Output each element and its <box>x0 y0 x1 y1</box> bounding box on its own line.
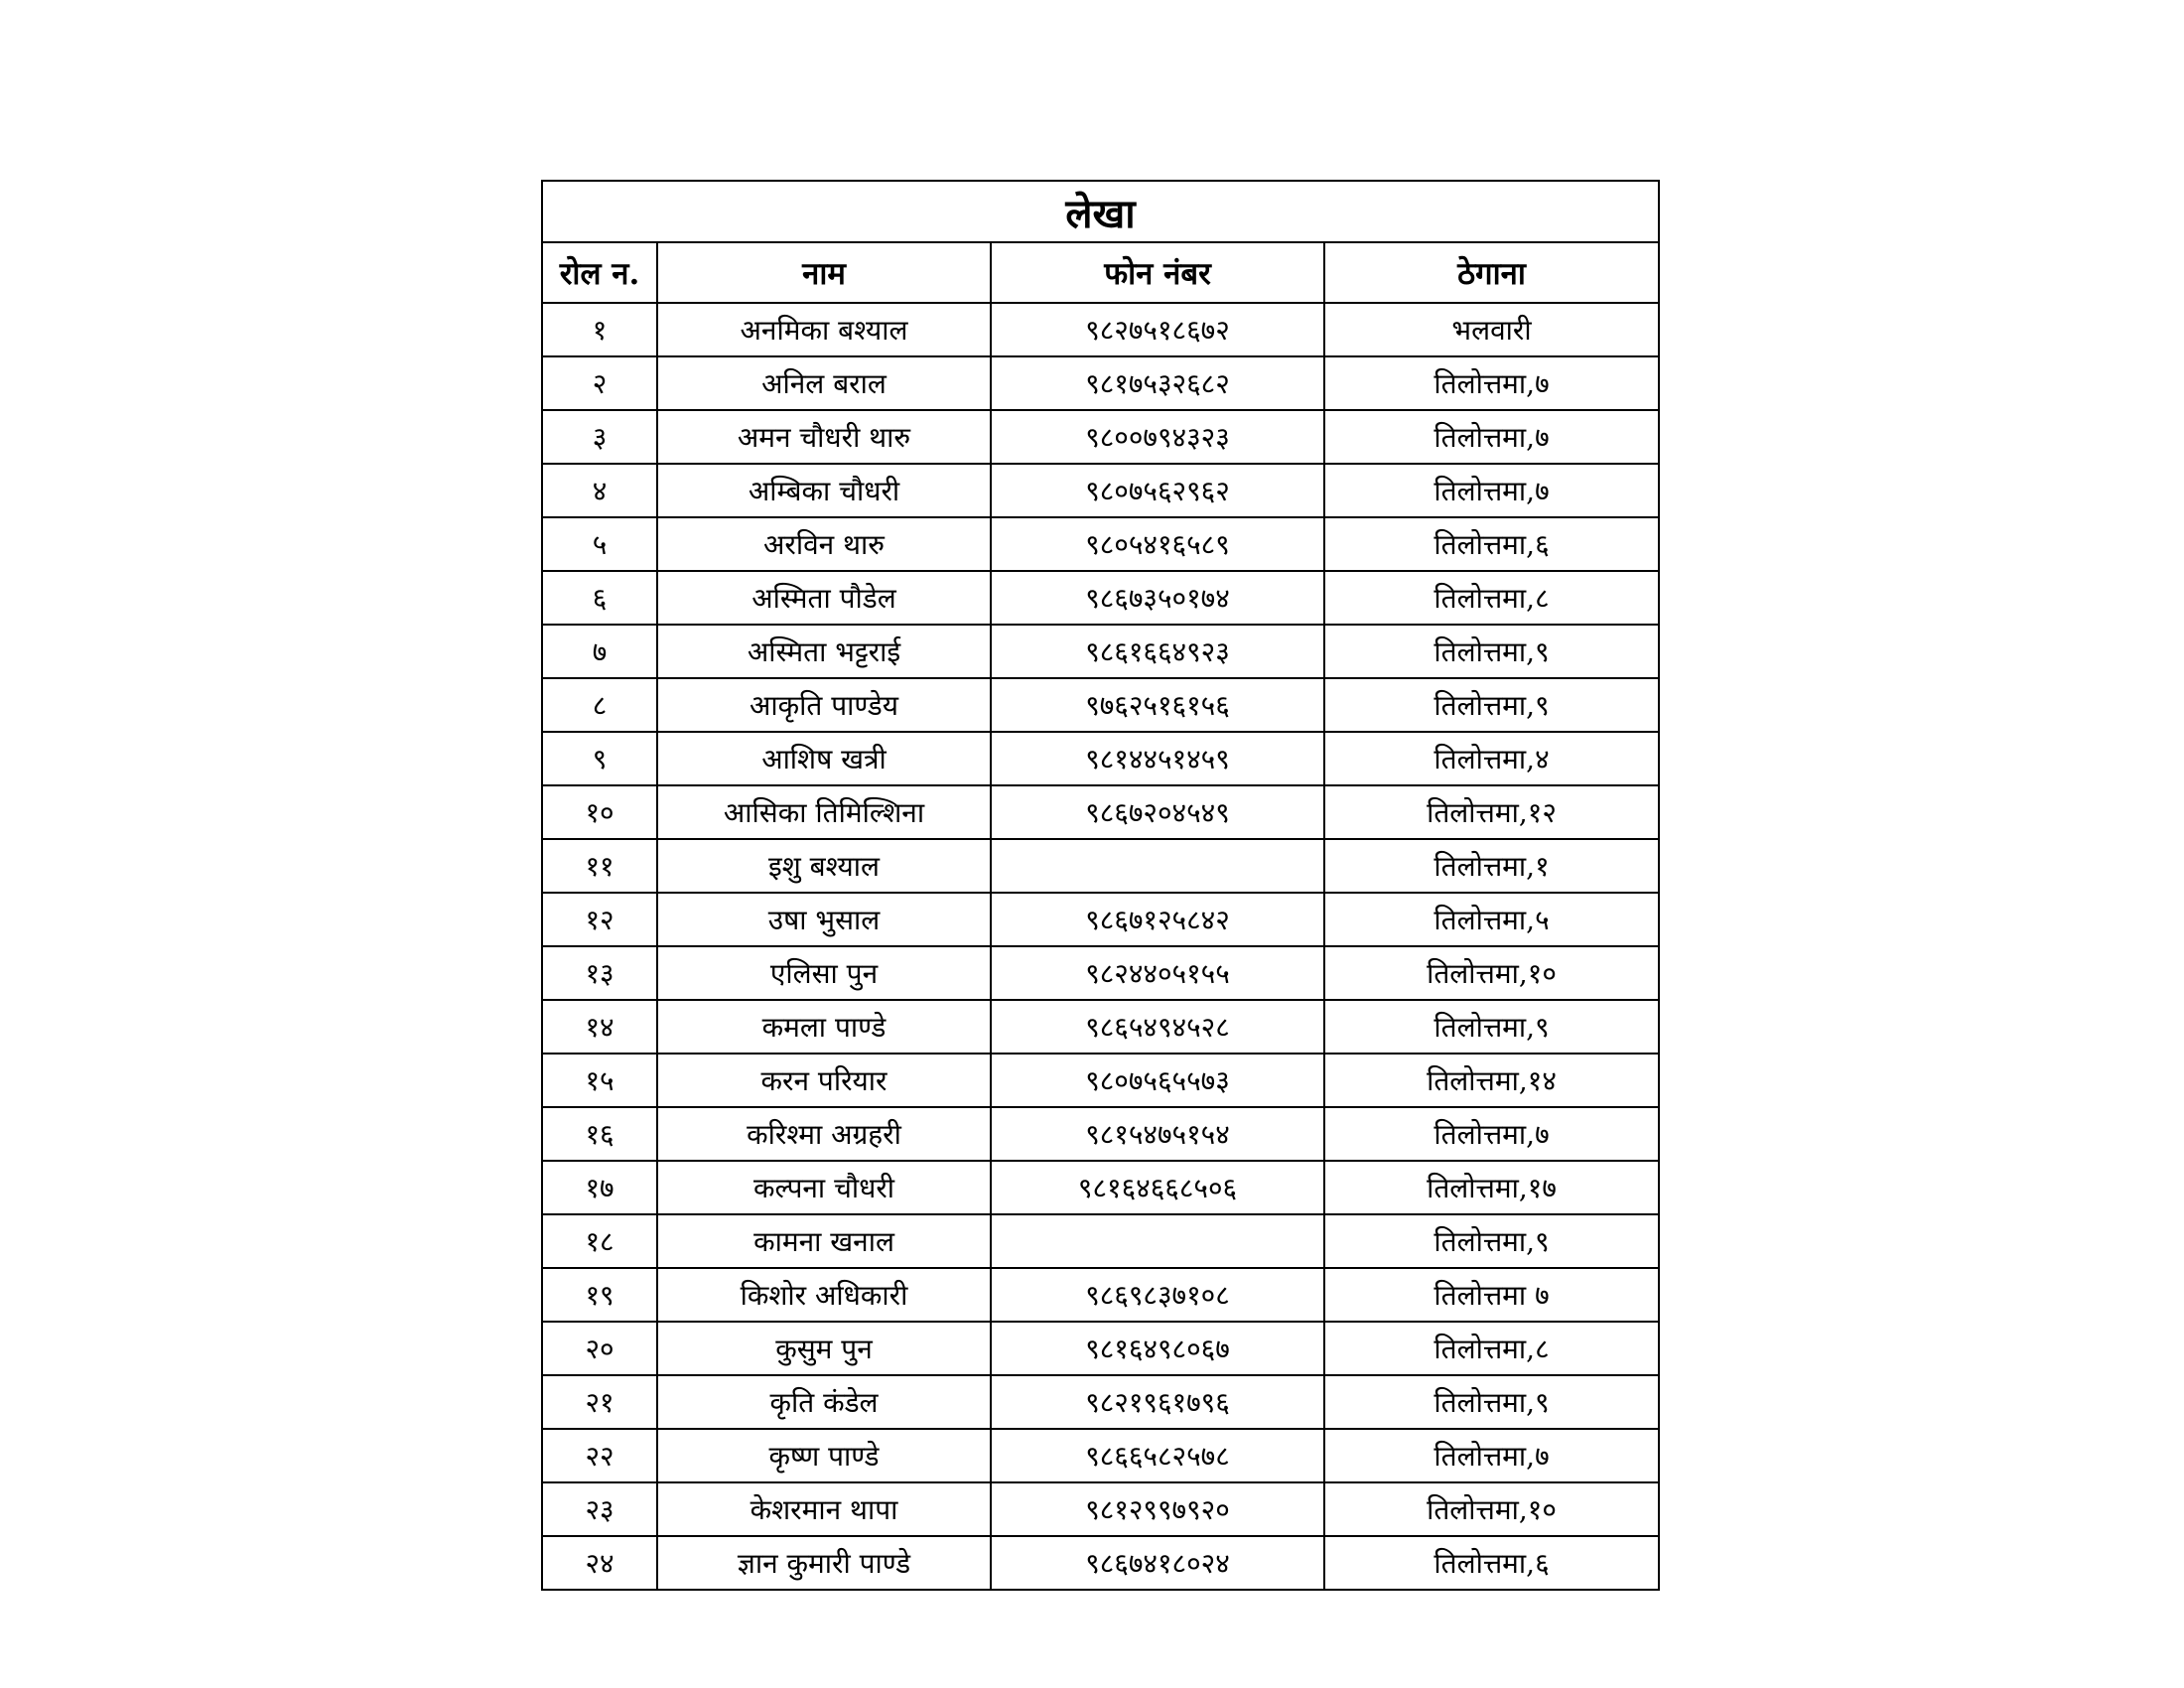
cell-roll: २४ <box>542 1536 657 1590</box>
cell-phone: ९८१६४६६८५०६ <box>991 1161 1324 1214</box>
cell-address: तिलोत्तमा ७ <box>1324 1268 1659 1322</box>
cell-address: तिलोत्तमा,८ <box>1324 1322 1659 1375</box>
cell-phone: ९८०७५६५५७३ <box>991 1054 1324 1107</box>
cell-phone: ९८१६४९८०६७ <box>991 1322 1324 1375</box>
cell-address: तिलोत्तमा,९ <box>1324 1214 1659 1268</box>
cell-roll: २१ <box>542 1375 657 1429</box>
cell-address: तिलोत्तमा,६ <box>1324 517 1659 571</box>
table-row <box>542 893 1659 946</box>
cell-phone: ९८१७५३२६८२ <box>991 356 1324 410</box>
cell-phone: ९८१२९९७९२० <box>991 1482 1324 1536</box>
cell-address: तिलोत्तमा,६ <box>1324 1536 1659 1590</box>
cell-name: आसिका तिमिल्शिना <box>657 785 991 839</box>
cell-roll: १५ <box>542 1054 657 1107</box>
cell-address: तिलोत्तमा,१२ <box>1324 785 1659 839</box>
table-row <box>542 625 1659 678</box>
table-row <box>542 1322 1659 1375</box>
cell-phone: ९८६७२०४५४९ <box>991 785 1324 839</box>
cell-phone: ९८६७४१८०२४ <box>991 1536 1324 1590</box>
cell-name: अस्मिता भट्टराई <box>657 625 991 678</box>
cell-name: किशोर अधिकारी <box>657 1268 991 1322</box>
table-row <box>542 785 1659 839</box>
cell-roll: १ <box>542 303 657 356</box>
cell-address: तिलोत्तमा,९ <box>1324 678 1659 732</box>
cell-roll: १० <box>542 785 657 839</box>
table-title-row <box>542 181 1659 242</box>
cell-roll: १८ <box>542 1214 657 1268</box>
table-row <box>542 1054 1659 1107</box>
cell-phone: ९८०५४१६५८९ <box>991 517 1324 571</box>
cell-address: भलवारी <box>1324 303 1659 356</box>
table-row <box>542 839 1659 893</box>
table-body <box>542 303 1659 1590</box>
cell-roll: ९ <box>542 732 657 785</box>
table-row <box>542 678 1659 732</box>
header-address: ठेगाना <box>1324 242 1659 303</box>
cell-phone: ९८२७५१८६७२ <box>991 303 1324 356</box>
student-roster-table <box>541 180 1660 1591</box>
cell-roll: २ <box>542 356 657 410</box>
table-row <box>542 1000 1659 1054</box>
cell-name: कमला पाण्डे <box>657 1000 991 1054</box>
cell-address: तिलोत्तमा,१७ <box>1324 1161 1659 1214</box>
cell-phone: ९८६५४९४५२८ <box>991 1000 1324 1054</box>
cell-roll: ५ <box>542 517 657 571</box>
cell-address: तिलोत्तमा,७ <box>1324 1107 1659 1161</box>
table-row <box>542 732 1659 785</box>
table-row <box>542 1482 1659 1536</box>
cell-address: तिलोत्तमा,९ <box>1324 1000 1659 1054</box>
cell-address: तिलोत्तमा,१० <box>1324 1482 1659 1536</box>
cell-address: तिलोत्तमा,१ <box>1324 839 1659 893</box>
cell-phone: ९८६७१२५८४२ <box>991 893 1324 946</box>
cell-roll: १३ <box>542 946 657 1000</box>
cell-phone: ९८०७५६२९६२ <box>991 464 1324 517</box>
cell-address: तिलोत्तमा,५ <box>1324 893 1659 946</box>
cell-name: अनमिका बश्याल <box>657 303 991 356</box>
cell-phone: ९८२१९६१७९६ <box>991 1375 1324 1429</box>
cell-roll: ३ <box>542 410 657 464</box>
header-roll: रोल न. <box>542 242 657 303</box>
table-row <box>542 1268 1659 1322</box>
cell-phone <box>991 839 1324 893</box>
cell-roll: ७ <box>542 625 657 678</box>
cell-name: कुसुम पुन <box>657 1322 991 1375</box>
cell-phone: ९८६१६६४९२३ <box>991 625 1324 678</box>
table-title: लेखा <box>542 181 1659 242</box>
table-row <box>542 1536 1659 1590</box>
table-row <box>542 1429 1659 1482</box>
cell-name: करिश्मा अग्रहरी <box>657 1107 991 1161</box>
cell-roll: ६ <box>542 571 657 625</box>
cell-roll: १४ <box>542 1000 657 1054</box>
cell-name: आकृति पाण्डेय <box>657 678 991 732</box>
cell-name: ज्ञान कुमारी पाण्डे <box>657 1536 991 1590</box>
cell-phone: ९८००७९४३२३ <box>991 410 1324 464</box>
cell-roll: १६ <box>542 1107 657 1161</box>
cell-phone: ९८१४४५१४५९ <box>991 732 1324 785</box>
cell-address: तिलोत्तमा,७ <box>1324 410 1659 464</box>
cell-name: कृष्ण पाण्डे <box>657 1429 991 1482</box>
cell-name: आशिष खत्री <box>657 732 991 785</box>
cell-name: केशरमान थापा <box>657 1482 991 1536</box>
cell-name: एलिसा पुन <box>657 946 991 1000</box>
cell-phone: ९७६२५१६१५६ <box>991 678 1324 732</box>
cell-roll: १२ <box>542 893 657 946</box>
cell-address: तिलोत्तमा,१० <box>1324 946 1659 1000</box>
cell-phone: ९८६७३५०१७४ <box>991 571 1324 625</box>
cell-address: तिलोत्तमा,७ <box>1324 1429 1659 1482</box>
cell-address: तिलोत्तमा,७ <box>1324 356 1659 410</box>
cell-name: कल्पना चौधरी <box>657 1161 991 1214</box>
header-phone: फोन नंबर <box>991 242 1324 303</box>
table-row <box>542 464 1659 517</box>
table-row <box>542 1375 1659 1429</box>
cell-roll: २३ <box>542 1482 657 1536</box>
header-name: नाम <box>657 242 991 303</box>
cell-name: अस्मिता पौडेल <box>657 571 991 625</box>
cell-address: तिलोत्तमा,९ <box>1324 625 1659 678</box>
cell-address: तिलोत्तमा,१४ <box>1324 1054 1659 1107</box>
cell-name: अम्बिका चौधरी <box>657 464 991 517</box>
cell-roll: १९ <box>542 1268 657 1322</box>
table-row <box>542 356 1659 410</box>
table-row <box>542 410 1659 464</box>
cell-name: अरविन थारु <box>657 517 991 571</box>
table-row <box>542 517 1659 571</box>
cell-roll: २२ <box>542 1429 657 1482</box>
cell-name: अनिल बराल <box>657 356 991 410</box>
cell-name: करन परियार <box>657 1054 991 1107</box>
cell-phone: ९८२४४०५१५५ <box>991 946 1324 1000</box>
table-row <box>542 1107 1659 1161</box>
cell-phone: ९८१५४७५१५४ <box>991 1107 1324 1161</box>
cell-roll: २० <box>542 1322 657 1375</box>
cell-address: तिलोत्तमा,४ <box>1324 732 1659 785</box>
cell-name: कामना खनाल <box>657 1214 991 1268</box>
cell-phone <box>991 1214 1324 1268</box>
cell-name: अमन चौधरी थारु <box>657 410 991 464</box>
cell-roll: १७ <box>542 1161 657 1214</box>
cell-roll: ८ <box>542 678 657 732</box>
cell-address: तिलोत्तमा,७ <box>1324 464 1659 517</box>
cell-address: तिलोत्तमा,८ <box>1324 571 1659 625</box>
table-row <box>542 1214 1659 1268</box>
cell-address: तिलोत्तमा,९ <box>1324 1375 1659 1429</box>
cell-roll: ११ <box>542 839 657 893</box>
cell-roll: ४ <box>542 464 657 517</box>
cell-name: कृति कंडेल <box>657 1375 991 1429</box>
table-row <box>542 303 1659 356</box>
table-header-row <box>542 242 1659 303</box>
table-row <box>542 946 1659 1000</box>
table-row <box>542 571 1659 625</box>
cell-phone: ९८६६५८२५७८ <box>991 1429 1324 1482</box>
cell-name: उषा भुसाल <box>657 893 991 946</box>
cell-phone: ९८६९८३७१०८ <box>991 1268 1324 1322</box>
cell-name: इशु बश्याल <box>657 839 991 893</box>
table-row <box>542 1161 1659 1214</box>
